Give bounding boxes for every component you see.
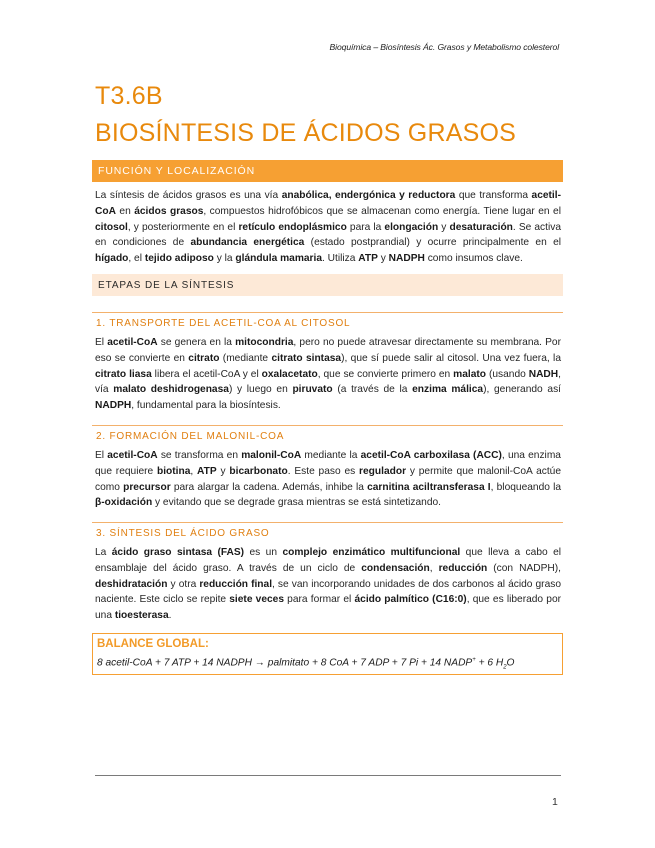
- bold-term: anabólica, endergónica y reductora: [281, 190, 456, 201]
- bold-term: reducción final: [199, 578, 273, 590]
- section-heading-label: ETAPAS DE LA SÍNTESIS: [98, 280, 235, 291]
- page-number: 1: [552, 796, 558, 808]
- running-header: Bioquímica – Biosíntesis Ác. Grasos y Metabolismo colesterol: [329, 42, 559, 52]
- bold-term: retículo endoplásmico: [238, 221, 347, 233]
- bold-term: elongación: [384, 221, 439, 233]
- bold-term: citosol: [95, 221, 128, 233]
- equation-water-prefix: + 6 H: [475, 657, 504, 669]
- bold-term: acetil-CoA: [95, 190, 561, 217]
- bold-term: glándula mamaria: [235, 253, 323, 265]
- bold-term: NADPH: [388, 253, 425, 265]
- bold-term: ácido palmítico (C16:0): [354, 594, 467, 606]
- bold-term: tejido adiposo: [144, 253, 214, 265]
- bold-term: ATP: [358, 253, 378, 265]
- bold-term: malato: [453, 368, 487, 380]
- bold-term: siete veces: [229, 594, 284, 606]
- bold-term: tioesterasa: [114, 610, 169, 622]
- bold-term: citrato sintasa: [271, 352, 342, 364]
- bold-term: mitocondria: [235, 337, 294, 348]
- step1-heading: [92, 312, 563, 332]
- bold-term: acetil-CoA carboxilasa (ACC): [360, 450, 502, 461]
- bold-term: citrato: [188, 352, 220, 364]
- page-title: BIOSÍNTESIS DE ÁCIDOS GRASOS: [95, 119, 516, 147]
- section-heading-label: FUNCIÓN Y LOCALIZACIÓN: [98, 165, 256, 177]
- bold-term: condensación: [361, 562, 430, 574]
- step2-paragraph: El acetil-CoA se transforma en malonil-CoA mediante la acetil-CoA carboxilasa (ACC), una enzima que requiere biotina, ATP y bicarbonato. Este paso es regulador y permite que malonil-CoA actúe como precursor para alargar la cadena. Además, inhibe la carnitina aciltransferasa I, bloqueando la β-oxidación y evitando que se degrade grasa mientras se está sintetizando.: [95, 450, 561, 509]
- step2-heading: [92, 425, 563, 445]
- equation-main: 8 acetil-CoA + 7 ATP + 14 NADPH → palmitato + 8 CoA + 7 ADP + 7 Pi + 14 NADP: [97, 657, 473, 669]
- bold-term: desaturación: [449, 221, 513, 233]
- bold-term: NADH: [528, 368, 559, 380]
- bold-term: bicarbonato: [229, 465, 288, 477]
- bold-term: NADPH: [95, 400, 132, 412]
- bold-term: β-oxidación: [95, 497, 153, 509]
- bold-term: precursor: [123, 481, 171, 493]
- bold-term: hígado: [95, 253, 129, 265]
- function-paragraph: La síntesis de ácidos grasos es una vía anabólica, endergónica y reductora que transforma acetil-CoA en ácidos grasos, compuestos hidrofóbicos que se almacenan como energía. Tiene lugar en el citosol, y posteriormente en el retículo endoplásmico para la elongación y desaturación. Se activa en condiciones de abundancia energética (estado postprandial) y ocurre principalmente en el hígado, el tejido adiposo y la glándula mamaria. Utiliza ATP y NADPH como insumos clave.: [95, 190, 561, 265]
- nadp-charge: +: [472, 657, 476, 663]
- step-heading-label: 2. FORMACIÓN DEL MALONIL-COA: [96, 431, 285, 442]
- bold-term: oxalacetato: [261, 368, 318, 380]
- bold-term: piruvato: [292, 384, 333, 396]
- footer-divider: [95, 775, 561, 776]
- section-heading-function: [92, 160, 563, 182]
- step-heading-label: 3. SÍNTESIS DEL ÁCIDO GRASO: [96, 528, 270, 539]
- bold-term: biotina: [157, 465, 191, 477]
- bold-term: reducción: [438, 562, 488, 574]
- bold-term: ATP: [197, 465, 217, 477]
- step3-heading: [92, 522, 563, 542]
- bold-term: deshidratación: [95, 578, 168, 590]
- bold-term: abundancia energética: [190, 237, 305, 249]
- bold-term: malato deshidrogenasa: [113, 384, 229, 396]
- balance-equation: [97, 657, 514, 670]
- equation-water-suffix: O: [506, 657, 515, 669]
- bold-term: complejo enzimático multifuncional: [282, 547, 461, 558]
- step3-paragraph: La ácido graso sintasa (FAS) es un complejo enzimático multifuncional que lleva a cabo el ensamblaje del ácido graso. A través de un ciclo de condensación, reducción (con NADPH), deshidratación y otra reducción final, se van incorporando unidades de dos carbonos al ácido graso naciente. Este ciclo se repite siete veces para formar el ácido palmítico (C16:0), que es liberado por una tioesterasa.: [95, 547, 561, 622]
- bold-term: ácidos grasos: [134, 205, 204, 217]
- bold-term: ácido graso sintasa (FAS): [111, 547, 245, 558]
- step-heading-label: 1. TRANSPORTE DEL ACETIL-COA AL CITOSOL: [96, 318, 351, 329]
- balance-title: BALANCE GLOBAL:: [97, 638, 209, 650]
- balance-box: [92, 633, 563, 675]
- bold-term: regulador: [359, 465, 407, 477]
- bold-term: carnitina aciltransferasa I: [367, 481, 491, 493]
- bold-term: citrato liasa: [95, 368, 152, 380]
- bold-term: malonil-CoA: [241, 450, 302, 461]
- bold-term: enzima málica: [412, 384, 484, 396]
- bold-term: acetil-CoA: [107, 450, 158, 461]
- section-heading-stages: [92, 274, 563, 296]
- water-subscript: 2: [503, 664, 507, 671]
- bold-term: acetil-CoA: [107, 337, 158, 348]
- step1-paragraph: El acetil-CoA se genera en la mitocondria, pero no puede atravesar directamente su membrana. Por eso se convierte en citrato (mediante citrato sintasa), que sí puede salir al citosol. Una vez fuera, la citrato liasa libera el acetil-CoA y el oxalacetato, que se convierte primero en malato (usando NADH, vía malato deshidrogenasa) y luego en piruvato (a través de la enzima málica), generando así NADPH, fundamental para la biosíntesis.: [95, 337, 561, 412]
- topic-code: T3.6B: [95, 82, 163, 110]
